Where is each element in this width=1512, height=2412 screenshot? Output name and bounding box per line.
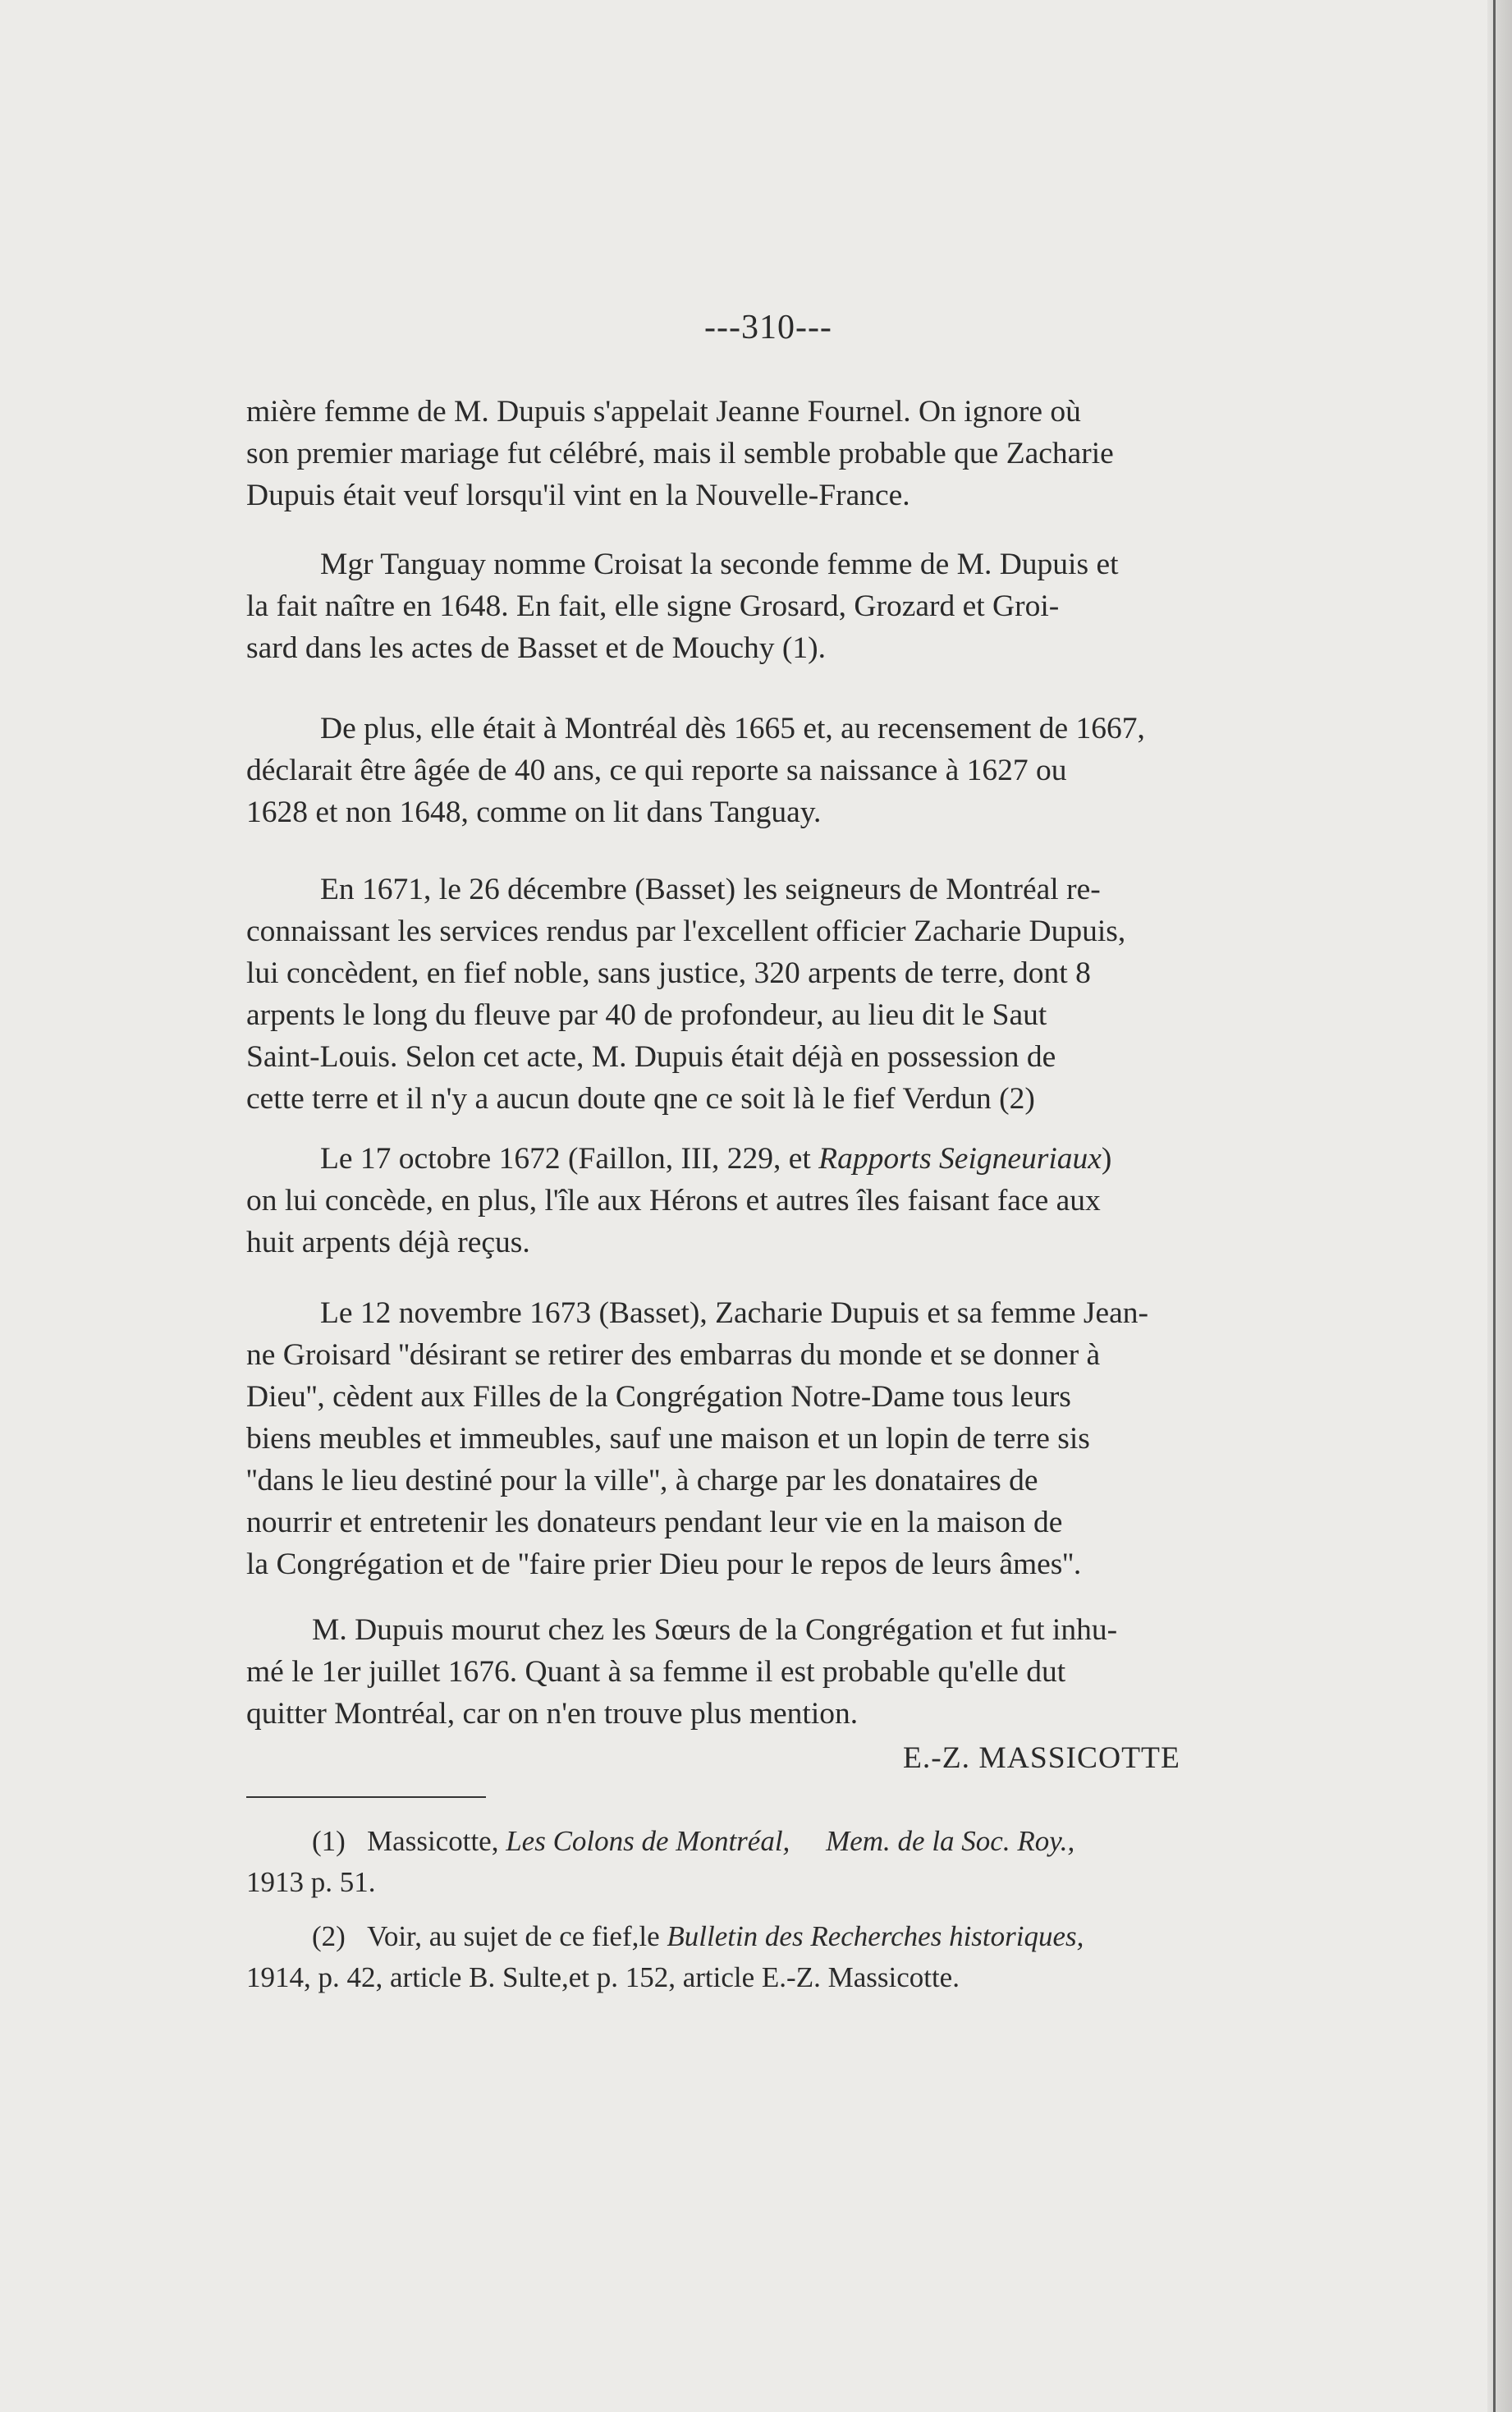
footnote-author: Massicotte,: [367, 1825, 506, 1857]
paragraph-7: [246, 1609, 1350, 1735]
text-line: De plus, elle était à Montréal dès 1665 et, au recensement de 1667,: [320, 712, 1145, 745]
text-line: ''dans le lieu destiné pour la ville'', à charge par les donataires de: [246, 1464, 1038, 1497]
footnote-divider: [246, 1796, 486, 1798]
paragraph-6: [246, 1292, 1350, 1585]
text-line: ne Groisard ''désirant se retirer des embarras du monde et se donner à: [246, 1338, 1101, 1372]
page-edge-line: [1493, 0, 1496, 2412]
paragraph-5: [246, 1138, 1350, 1263]
paragraph-4: [246, 869, 1350, 1120]
footnote-line: 1914, p. 42, article B. Sulte,et p. 152, article E.-Z. Massicotte.: [246, 1961, 960, 1993]
text-line: huit arpents déjà reçus.: [246, 1226, 530, 1259]
text-line: la Congrégation et de ''faire prier Dieu pour le repos de leurs âmes''.: [246, 1548, 1082, 1581]
text-line: son premier mariage fut célébré, mais il semble probable que Zacharie: [246, 437, 1114, 470]
footnote-text: [790, 1825, 797, 1857]
text-line: En 1671, le 26 décembre (Basset) les seigneurs de Montréal re-: [320, 873, 1101, 906]
paragraph-1: [246, 391, 1350, 516]
footnote-line: 1913 p. 51.: [246, 1866, 376, 1898]
text-line: déclarait être âgée de 40 ans, ce qui reporte sa naissance à 1627 ou: [246, 754, 1067, 787]
text-line: la fait naître en 1648. En fait, elle signe Grosard, Grozard et Groi-: [246, 589, 1060, 623]
text-line: Saint-Louis. Selon cet acte, M. Dupuis était déjà en possession de: [246, 1040, 1056, 1074]
paragraph-3: [246, 708, 1350, 833]
text-line: on lui concède, en plus, l'île aux Hérons et autres îles faisant face aux: [246, 1184, 1101, 1217]
text-line: Le 12 novembre 1673 (Basset), Zacharie Dupuis et sa femme Jean-: [320, 1296, 1149, 1330]
text-line: Dupuis était veuf lorsqu'il vint en la Nouvelle-France.: [246, 479, 910, 512]
text-line: [246, 1138, 1350, 1180]
text-line: 1628 et non 1648, comme on lit dans Tanguay.: [246, 796, 822, 829]
author-signature: E.-Z. MASSICOTTE: [903, 1741, 1180, 1775]
text-line: biens meubles et immeubles, sauf une maison et un lopin de terre sis: [246, 1422, 1090, 1456]
footnote-line: [246, 1916, 1350, 1957]
paragraph-2: [246, 543, 1350, 669]
page-number: ---310---: [704, 309, 832, 346]
text-fragment: Le 17 octobre 1672 (Faillon, III, 229, et: [320, 1142, 819, 1176]
footnote-marker: (2): [312, 1920, 346, 1952]
text-line: nourrir et entretenir les donateurs pendant leur vie en la maison de: [246, 1506, 1063, 1539]
footnote-title: Bulletin des Recherches historiques,: [667, 1920, 1084, 1952]
footnote-journal: Mem. de la Soc. Roy.,: [826, 1825, 1075, 1857]
text-line: quitter Montréal, car on n'en trouve plus mention.: [246, 1697, 859, 1731]
text-line: mière femme de M. Dupuis s'appelait Jeanne Fournel. On ignore où: [246, 395, 1081, 429]
text-line: Dieu'', cèdent aux Filles de la Congrégation Notre-Dame tous leurs: [246, 1380, 1071, 1414]
footnote-2: [246, 1916, 1350, 1998]
footnote-line: [246, 1821, 1350, 1862]
text-line: sard dans les actes de Basset et de Mouchy (1).: [246, 631, 827, 665]
footnote-author: Voir, au sujet de ce fief,le: [367, 1920, 667, 1952]
text-line: Mgr Tanguay nomme Croisat la seconde femme de M. Dupuis et: [320, 548, 1119, 581]
text-line: connaissant les services rendus par l'excellent officier Zacharie Dupuis,: [246, 915, 1126, 948]
page-edge: [1487, 0, 1512, 2412]
text-fragment: ): [1101, 1142, 1112, 1176]
text-line: cette terre et il n'y a aucun doute qne ce soit là le fief Verdun (2): [246, 1082, 1035, 1116]
text-line: M. Dupuis mourut chez les Sœurs de la Congrégation et fut inhu-: [312, 1613, 1118, 1647]
text-line: lui concèdent, en fief noble, sans justice, 320 arpents de terre, dont 8: [246, 956, 1091, 990]
footnote-title: Les Colons de Montréal,: [506, 1825, 790, 1857]
footnote-1: [246, 1821, 1350, 1903]
text-line: mé le 1er juillet 1676. Quant à sa femme il est probable qu'elle dut: [246, 1655, 1066, 1689]
italic-title: Rapports Seigneuriaux: [818, 1142, 1102, 1176]
footnote-marker: (1): [312, 1825, 346, 1857]
text-line: arpents le long du fleuve par 40 de profondeur, au lieu dit le Saut: [246, 998, 1047, 1032]
